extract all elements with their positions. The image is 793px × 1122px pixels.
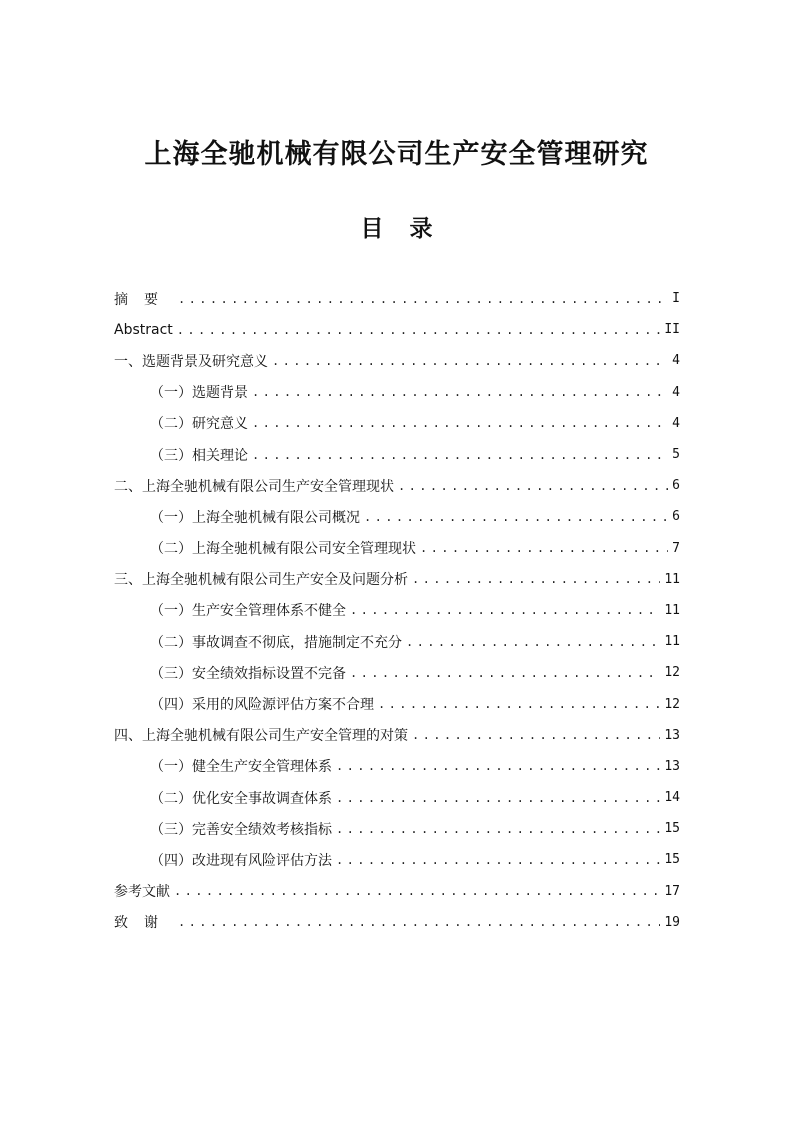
toc-entry-label: （二）研究意义 (150, 416, 248, 433)
dot-leader (364, 510, 668, 524)
toc-entry-label: （二）优化安全事故调查体系 (150, 790, 332, 807)
dot-leader (177, 323, 661, 337)
toc-entry-section-1-1[interactable] (114, 377, 680, 408)
toc-entry-section-4-1[interactable] (114, 751, 680, 782)
toc-entry-abstract-en[interactable] (114, 314, 680, 345)
toc-entry-section-4-2[interactable] (114, 782, 680, 813)
toc-entry-section-1-2[interactable] (114, 408, 680, 439)
toc-entry-page: 12 (664, 665, 680, 681)
toc-entry-references[interactable] (114, 876, 680, 907)
toc-entry-section-3-3[interactable] (114, 657, 680, 688)
table-of-contents (114, 283, 680, 938)
toc-entry-label: （三）相关理论 (150, 447, 248, 464)
toc-entry-page: 6 (672, 478, 680, 494)
toc-entry-page: 4 (672, 415, 680, 431)
toc-entry-label: Abstract (114, 321, 173, 338)
dot-leader (406, 635, 660, 649)
dot-leader (398, 479, 668, 493)
toc-entry-label: （二）事故调查不彻底，措施制定不充分 (150, 634, 402, 651)
dot-leader (336, 822, 660, 836)
toc-entry-label: 一、选题背景及研究意义 (114, 353, 268, 370)
dot-leader (252, 416, 668, 430)
toc-entry-section-4-3[interactable] (114, 813, 680, 844)
toc-entry-label: 参考文献 (114, 884, 170, 901)
toc-entry-section-2-2[interactable] (114, 533, 680, 564)
toc-entry-chapter-1[interactable] (114, 345, 680, 376)
dot-leader (412, 728, 660, 742)
toc-entry-section-1-3[interactable] (114, 439, 680, 470)
dot-leader (420, 541, 668, 555)
dot-leader (174, 884, 660, 898)
toc-entry-page: I (672, 291, 680, 307)
toc-entry-section-2-1[interactable] (114, 501, 680, 532)
toc-entry-page: 14 (664, 790, 680, 806)
toc-entry-page: 19 (664, 914, 680, 930)
toc-entry-label: 二、上海全驰机械有限公司生产安全管理现状 (114, 478, 394, 495)
toc-entry-label: 致谢 (114, 915, 174, 932)
toc-entry-label: （一）生产安全管理体系不健全 (150, 603, 346, 620)
dot-leader (252, 448, 668, 462)
toc-entry-page: 5 (672, 447, 680, 463)
toc-entry-page: 4 (672, 384, 680, 400)
toc-entry-page: 15 (664, 852, 680, 868)
dot-leader (178, 915, 660, 929)
toc-entry-page: 6 (672, 509, 680, 525)
toc-entry-abstract-cn[interactable] (114, 283, 680, 314)
dot-leader (178, 292, 668, 306)
dot-leader (336, 759, 660, 773)
toc-entry-page: 15 (664, 821, 680, 837)
toc-entry-chapter-4[interactable] (114, 720, 680, 751)
dot-leader (336, 791, 660, 805)
toc-entry-label: （三）安全绩效指标设置不完备 (150, 665, 346, 682)
toc-entry-section-4-4[interactable] (114, 844, 680, 875)
toc-entry-label: （三）完善安全绩效考核指标 (150, 821, 332, 838)
toc-entry-page: 7 (672, 540, 680, 556)
toc-entry-page: 13 (664, 758, 680, 774)
toc-entry-page: 13 (664, 727, 680, 743)
toc-entry-page: 11 (664, 602, 680, 618)
toc-entry-page: II (664, 322, 680, 338)
dot-leader (378, 697, 660, 711)
toc-entry-section-3-1[interactable] (114, 595, 680, 626)
toc-entry-label: （二）上海全驰机械有限公司安全管理现状 (150, 541, 416, 558)
dot-leader (336, 853, 660, 867)
toc-entry-label: 三、上海全驰机械有限公司生产安全及问题分析 (114, 572, 408, 589)
toc-entry-section-3-4[interactable] (114, 688, 680, 719)
toc-heading: 目录 (360, 215, 459, 242)
toc-entry-label: 四、上海全驰机械有限公司生产安全管理的对策 (114, 728, 408, 745)
toc-entry-page: 12 (664, 696, 680, 712)
toc-entry-acknowledgements[interactable] (114, 907, 680, 938)
toc-entry-label: （一）上海全驰机械有限公司概况 (150, 509, 360, 526)
toc-entry-page: 11 (664, 571, 680, 587)
toc-entry-label: （一）健全生产安全管理体系 (150, 759, 332, 776)
toc-entry-page: 17 (664, 883, 680, 899)
document-title: 上海全驰机械有限公司生产安全管理研究 (144, 139, 649, 170)
toc-entry-label: （四）改进现有风险评估方法 (150, 852, 332, 869)
dot-leader (350, 603, 660, 617)
dot-leader (412, 572, 660, 586)
toc-entry-chapter-2[interactable] (114, 470, 680, 501)
toc-entry-label: 摘要 (114, 291, 174, 308)
dot-leader (350, 666, 660, 680)
toc-entry-label: （四）采用的风险源评估方案不合理 (150, 697, 374, 714)
dot-leader (252, 385, 668, 399)
toc-entry-label: （一）选题背景 (150, 385, 248, 402)
toc-entry-page: 11 (664, 634, 680, 650)
toc-entry-section-3-2[interactable] (114, 626, 680, 657)
toc-entry-chapter-3[interactable] (114, 564, 680, 595)
toc-entry-page: 4 (672, 353, 680, 369)
dot-leader (272, 354, 668, 368)
